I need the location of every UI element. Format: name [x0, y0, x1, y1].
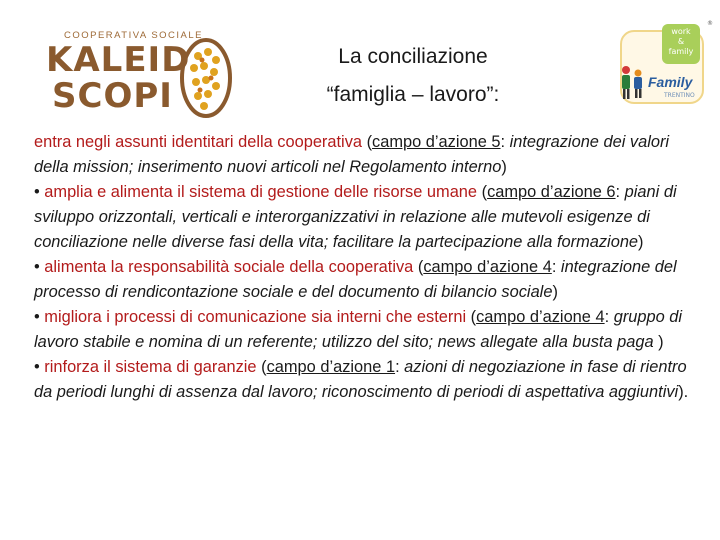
item-ref: campo d’azione 6: [487, 183, 616, 201]
item-ref: campo d’azione 4: [423, 258, 552, 276]
item-lead: migliora i processi di comunicazione sia interni che esterni: [44, 308, 467, 326]
family-trentino-logo: [606, 16, 714, 108]
list-item: • amplia e alimenta il sistema di gestione delle risorse umane (campo d’azione 6: piani di sviluppo orizzontali, verticali e interorganizzativi in relazione alle mutevoli esigenze di conciliazione nelle diverse fasi della vita; facilitare la partecipazione alla formazione): [34, 183, 677, 251]
list-item: entra negli assunti identitari della cooperativa (campo d’azione 5: integrazione dei valori della mission; inserimento nuovi articoli nel Regolamento interno): [34, 133, 670, 176]
family-word: Family: [648, 74, 693, 90]
item-desc: gruppo di lavoro stabile e nomina di un referente; utilizzo del sito; news allegate alla busta paga: [34, 308, 683, 351]
page-title: [268, 38, 558, 114]
registered-mark-icon: ®: [707, 20, 713, 27]
title-line-2: “famiglia – lavoro”:: [326, 83, 500, 106]
logo-word-line1: KALEID: [46, 40, 191, 80]
title-line-1: La conciliazione: [338, 45, 488, 68]
item-desc: azioni di negoziazione in fase di rientro da periodi lunghi di assenza dal lavoro; riconoscimento di periodi di aspettativa aggiuntivi: [34, 358, 687, 401]
list-item: • rinforza il sistema di garanzie (campo d’azione 1: azioni di negoziazione in fase di rientro da periodi lunghi di assenza dal lavoro; riconoscimento di periodi di aspettativa aggiuntivi).: [34, 358, 689, 401]
trentino-word: TRENTINO: [664, 92, 695, 99]
item-ref: campo d’azione 1: [266, 358, 396, 376]
item-lead: rinforza il sistema di garanzie: [44, 358, 257, 376]
logo-tagline: COOPERATIVA SOCIALE: [64, 30, 204, 41]
sunflower-icon: [178, 36, 234, 120]
bullet-list: [34, 130, 700, 405]
item-lead: alimenta la responsabilità sociale della cooperativa: [44, 258, 414, 276]
logo-word-line2: SCOPI: [52, 76, 173, 116]
item-ref: campo d’azione 4: [476, 308, 605, 326]
item-desc: integrazione del processo di rendicontazione sociale e del documento di bilancio sociale: [34, 258, 677, 301]
work-family-badge: work & family: [662, 24, 700, 64]
list-item: • alimenta la responsabilità sociale della cooperativa (campo d’azione 4: integrazione del processo di rendicontazione sociale e del documento di bilancio sociale): [34, 258, 677, 301]
item-desc: integrazione dei valori della mission; inserimento nuovi articoli nel Regolamento interno: [34, 133, 670, 176]
item-lead: entra negli assunti identitari della cooperativa: [34, 133, 363, 151]
item-lead: amplia e alimenta il sistema di gestione delle risorse umane: [44, 183, 478, 201]
item-desc: piani di sviluppo orizzontali, verticali e interorganizzativi in relazione alle mutevoli esigenze di conciliazione nelle diverse fasi della vita; facilitare la partecipazione alla formazione: [34, 183, 677, 251]
list-item: • migliora i processi di comunicazione sia interni che esterni (campo d’azione 4: gruppo di lavoro stabile e nomina di un referente; utilizzo del sito; news allegate alla busta paga ): [34, 308, 683, 351]
kaleidoscopi-logo: [28, 30, 233, 122]
family-figures-icon: [618, 64, 648, 102]
item-ref: campo d’azione 5: [372, 133, 501, 151]
